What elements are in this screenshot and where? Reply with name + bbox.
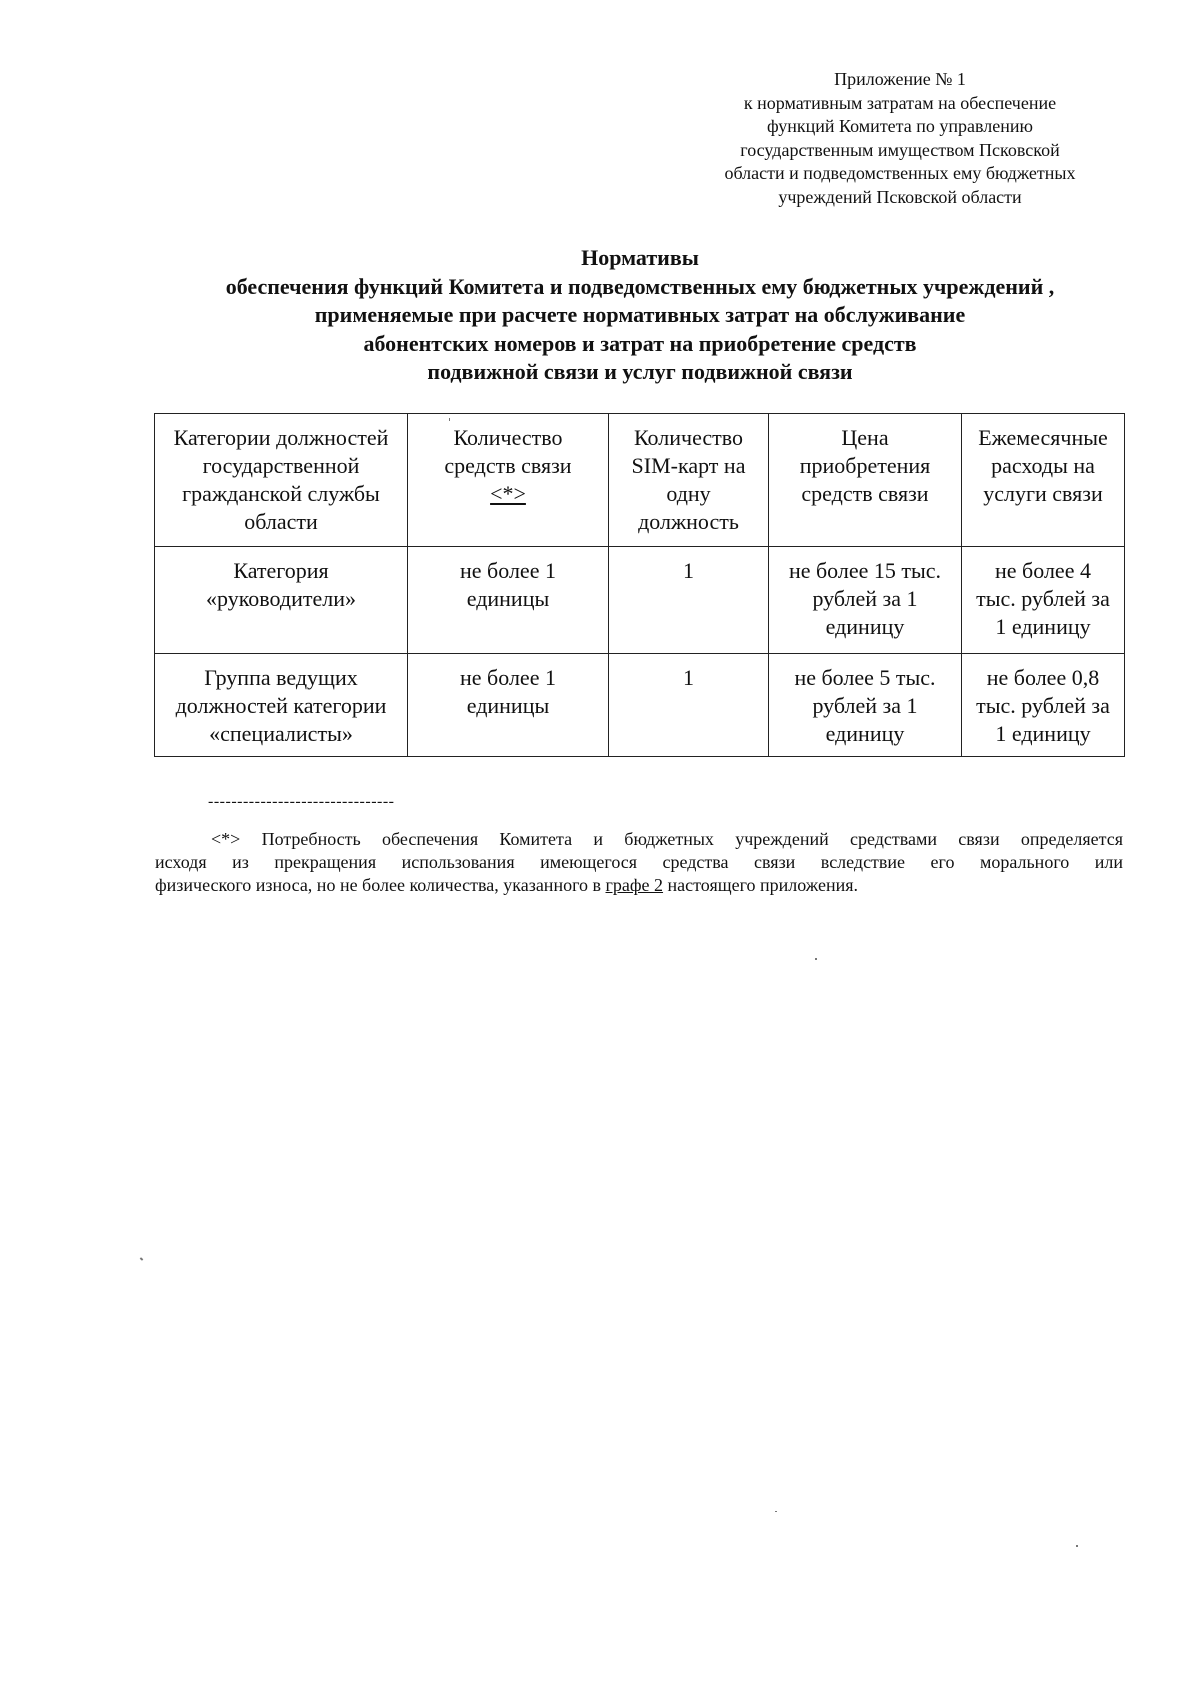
appendix-line: области и подведомственных ему бюджетных [724,163,1076,183]
title-line: Нормативы [581,245,699,270]
footnote-ref-link[interactable]: <*> [490,481,526,506]
header-position-category: Категории должностей государственной гражданской службы области [155,414,408,547]
table-cell: не более 5 тыс. рублей за 1 единицу [769,654,962,757]
footnote-line: <*> Потребность обеспечения Комитета и бюджетных учреждений средствами связи определяется [211,829,1123,849]
table-cell: 1 [609,547,769,654]
table-cell: 1 [609,654,769,757]
header-monthly-cost: Ежемесячные расходы на услуги связи [962,414,1125,547]
appendix-line: государственным имуществом Псковской [740,139,1060,160]
table-cell: не более 15 тыс. рублей за 1 единицу [769,547,962,654]
header-sim-count: Количество SIM-карт на одну должность [609,414,769,547]
appendix-line: Приложение № 1 [834,69,966,89]
header-device-count: Количество средств связи <*> [408,414,609,547]
appendix-line: к нормативным затратам на обеспечение [743,92,1057,113]
scan-speck [775,1511,777,1512]
table-cell: не более 1 единицы [408,547,609,654]
title-line: обеспечения функций Комитета и подведомственных ему бюджетных учреждений , [225,273,1055,299]
footnote-line: исходя из прекращения использования имеющегося средства связи вследствие его морального или [155,852,1123,872]
norms-table [154,413,1125,757]
table-header-row [155,414,1125,547]
table-cell: не более 1 единицы [408,654,609,757]
scan-speck [1076,1545,1078,1547]
document-title [120,244,1160,387]
appendix-line: учреждений Псковской области [778,186,1022,207]
title-line: подвижной связи и услуг подвижной связи [427,359,853,384]
appendix-header [680,68,1120,209]
footnote-line [155,874,1123,897]
table-row [155,547,1125,654]
table-cell: не более 0,8 тыс. рублей за 1 единицу [962,654,1125,757]
footnote [155,828,1123,897]
column-2-link[interactable]: графе 2 [605,875,664,895]
footnote-separator: -------------------------------- [208,793,395,810]
table-cell: Категория «руководители» [155,547,408,654]
footnote-text: настоящего приложения. [663,875,859,895]
table-cell: Группа ведущих должностей категории «специалисты» [155,654,408,757]
title-line: применяемые при расчете нормативных затрат на обслуживание [314,302,966,327]
appendix-line: функций Комитета по управлению [767,116,1033,136]
scan-speck [449,418,450,421]
header-device-price: Цена приобретения средств связи [769,414,962,547]
table-cell: не более 4 тыс. рублей за 1 единицу [962,547,1125,654]
table-row [155,654,1125,757]
title-line: абонентских номеров и затрат на приобретение средств [363,330,917,356]
scan-speck [815,958,817,960]
scan-speck [140,1257,144,1260]
footnote-text: физического износа, но не более количества, указанного в [155,875,606,895]
